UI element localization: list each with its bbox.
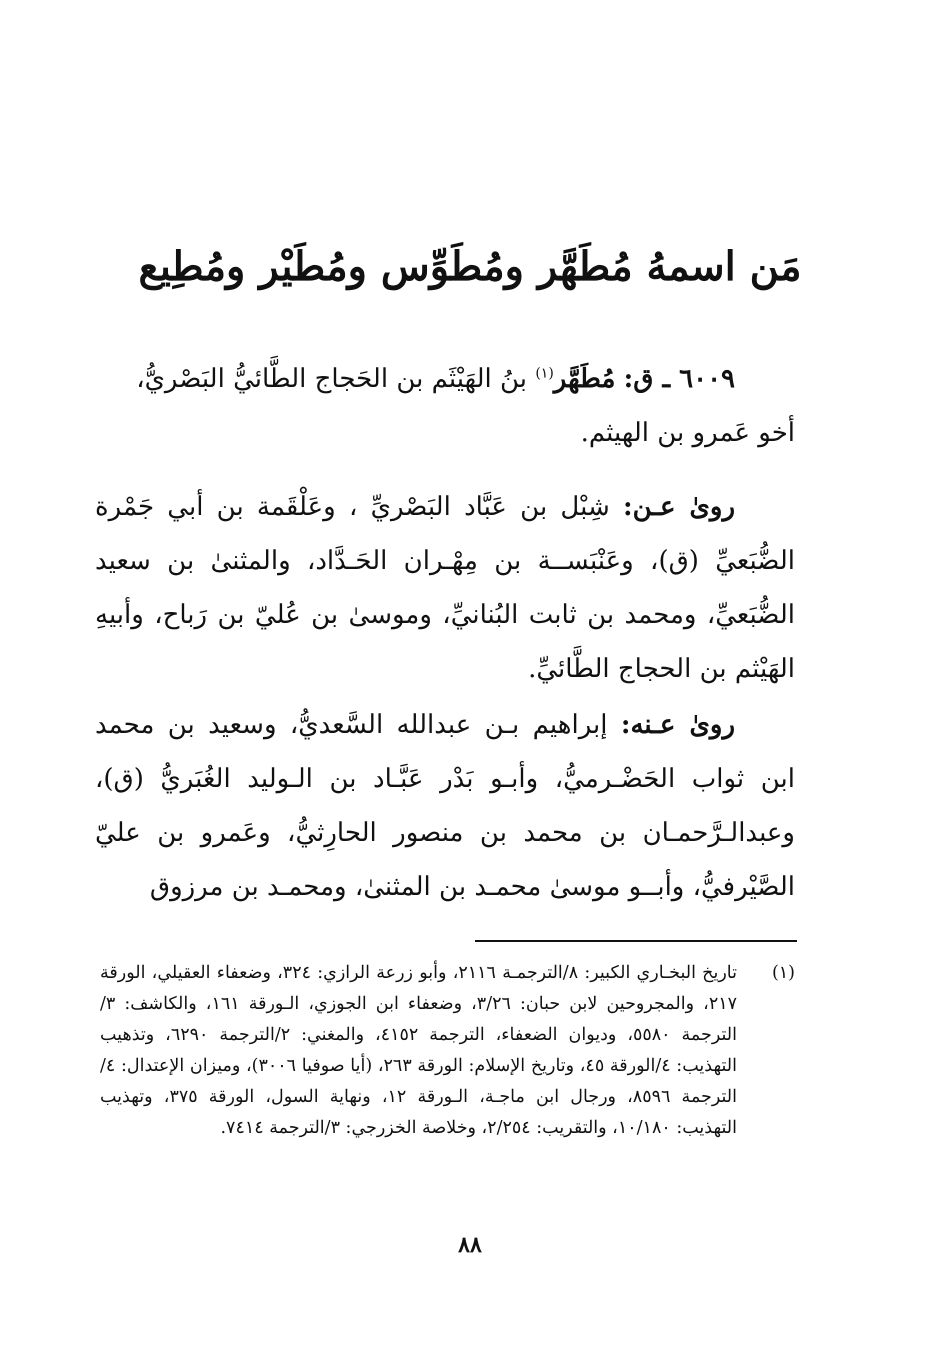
entry-paragraph (95, 352, 795, 460)
section-heading: مَن اسمهُ مُطَهَّر ومُطَوِّس ومُطَيْر ومُطِيع (138, 243, 802, 290)
narrated-by-text: إبراهيم بـن عبدالله السَّعديُّ، وسعيد بن محمد ابن ثواب الحَضْـرميُّ، وأبـو بَدْر عَبَّـاد بن الـوليد الغُبَريُّ (ق)، وعبدالـرَّحمـان بن محمد بن منصور الحارِثيُّ، وعَمرو بن عليّ الصَّيْرفيُّ، وأبــو موسىٰ محمـد بن المثنىٰ، ومحمـد بن مرزوق (95, 710, 795, 902)
footnote (100, 958, 795, 1144)
narrated-from-lead: روىٰ عـن: (623, 492, 736, 522)
entry-relation: أخو عَمرو بن الهيثم. (580, 418, 795, 448)
narrated-by-paragraph (95, 698, 795, 914)
narrated-from-paragraph (95, 480, 795, 696)
footnote-separator (475, 940, 797, 942)
entry-name: مُطَهَّر (553, 364, 616, 394)
narrated-by-lead: روىٰ عـنه: (620, 710, 736, 740)
entry-number: ٦٠٠٩ ـ ق: (623, 364, 735, 394)
footnote-text: تاريخ البخـاري الكبير: ٨/الترجمـة ٢١١٦، وأبو زرعة الرازي: ٣٢٤، وضعفاء العقيلي، الورقة ٢١٧، والمجروحين لابن حبان: ٣/٢٦، وضعفاء ابن الجوزي، الـورقة ١٦١، والكاشف: ٣/الترجمة ٥٥٨٠، وديوان الضعفاء، الترجمة ٤١٥٢، والمغني: ٢/الترجمة ٦٢٩٠، وتذهيب التهذيب: ٤/الورقة ٤٥، وتاريخ الإسلام: الورقة ٢٦٣، (أيا صوفيا ٣٠٠٦)، وميزان الإعتدال: ٤/الترجمة ٨٥٩٦، ورجال ابن ماجـة، الـورقة ١٢، ونهاية السول، الورقة ٣٧٥، وتهذيب التهذيب: ١٠/١٨٠، والتقريب: ٢/٢٥٤، وخلاصة الخزرجي: ٣/الترجمة ٧٤١٤. (100, 963, 738, 1138)
entry-lineage: بنُ الهَيْثَم بن الحَجاج الطَّائيُّ البَصْريُّ، (136, 364, 528, 394)
footnote-number: (١) (771, 963, 795, 983)
footnote-reference[interactable]: (١) (535, 365, 554, 382)
narrated-from-text: شِبْل بن عَبَّاد البَصْريِّ ، وعَلْقَمة بن أبي جَمْرة الضُّبَعيِّ (ق)، وعَنْبَســة بن مِهْـران الحَـدَّاد، والمثنىٰ بن سعيد الضُّبَعيِّ، ومحمد بن ثابت البُنانيِّ، وموسىٰ بن عُليّ بن رَباح، وأبيهِ الهَيْثم بن الحجاج الطَّائيِّ. (95, 492, 795, 684)
page-number: ٨٨ (458, 1232, 482, 1258)
